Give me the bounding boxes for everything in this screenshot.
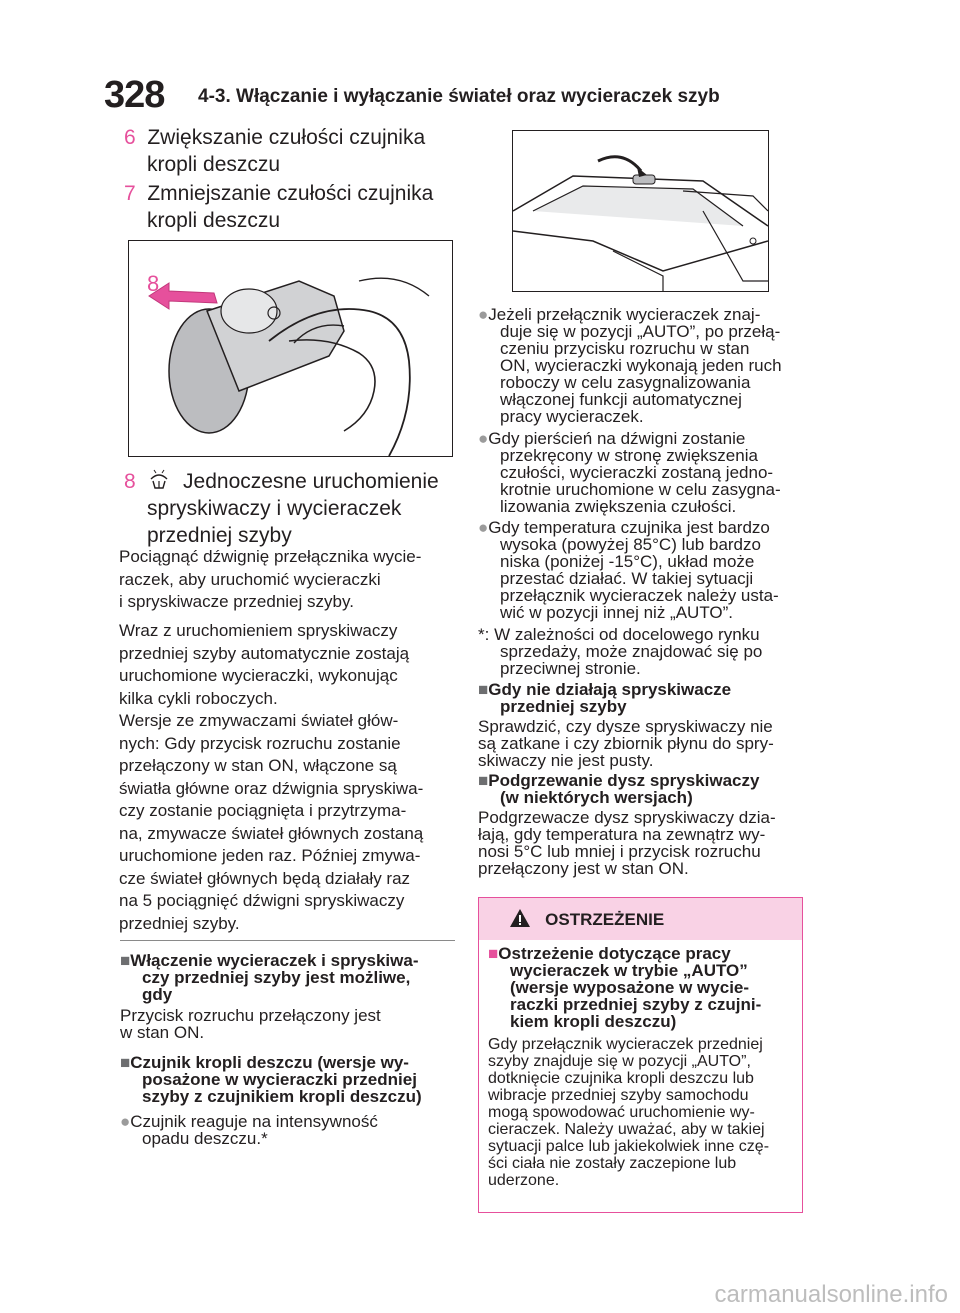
- section-bullet: ■: [478, 680, 489, 699]
- section-nozzle-heating: [478, 772, 808, 877]
- paragraph-2-line: uruchomione jeden raz. Później zmywa-: [119, 846, 421, 865]
- bullet-dot: ●: [120, 1112, 131, 1131]
- warning-triangle-icon: [509, 908, 531, 928]
- car-drawing: [513, 131, 768, 291]
- warning-content: [488, 945, 793, 1189]
- section-body-line: są zatkane i czy zbiornik płynu do spry-: [478, 734, 774, 753]
- paragraph-2-line: światła główne oraz dźwignia spryskiwa-: [119, 778, 424, 798]
- item-6-line-2: kropli deszczu: [147, 153, 281, 176]
- section-title-line: Czujnik kropli deszczu (wersje wy-: [130, 1053, 409, 1072]
- warning-body-line: Gdy przełącznik wycieraczek przedniej: [488, 1036, 763, 1053]
- paragraph-2-line: przedniej szyby.: [119, 913, 240, 933]
- bullet-dot: ●: [478, 518, 489, 537]
- section-bullet: ■: [478, 771, 489, 790]
- paragraph-2-line: przełączony w stan ON, włączone są: [119, 756, 397, 775]
- bullet-line: Czujnik reaguje na intensywność: [130, 1112, 378, 1131]
- bullet-line: przekręcony w stronę zwiększenia: [500, 446, 758, 465]
- bullet-line: ON, wycieraczki wykonają jeden ruch: [500, 356, 782, 375]
- paragraph-1-line: i spryskiwacze przedniej szyby.: [119, 592, 354, 611]
- section-bullet: ■: [120, 951, 131, 970]
- bullet-line: wysoka (powyżej 85°C) lub bardzo: [500, 535, 761, 554]
- section-title-line: (w niektórych wersjach): [500, 788, 693, 807]
- paragraph-2-line: na, zmywacze świateł głównych zostaną: [119, 823, 424, 843]
- section-body-line: łają, gdy temperatura na zewnątrz wy-: [478, 825, 766, 844]
- item-7-line-2: kropli deszczu: [147, 209, 281, 232]
- right-bullet-3: [478, 519, 808, 621]
- warning-heading: OSTRZEŻENIE: [545, 910, 665, 929]
- footnote: [478, 626, 808, 677]
- page-title: 4-3. Włączanie i wyłączanie świateł oraz wycieraczek szyb: [198, 86, 720, 107]
- warning-body-line: szyby znajduje się w pozycji „AUTO”,: [488, 1053, 751, 1070]
- bullet-dot: ●: [478, 305, 489, 324]
- warning-body-line: mogą spowodować uruchomienie wy-: [488, 1104, 755, 1121]
- paragraph-2-line: Wersje ze zmywaczami świateł głów-: [119, 711, 399, 730]
- warning-body-line: cieraczek. Należy uważać, aby w takiej: [488, 1121, 765, 1138]
- section-divider: [120, 940, 455, 941]
- item-8: [124, 468, 454, 549]
- item-6: [124, 124, 454, 178]
- bullet-line: włączonej funkcji automatycznej: [500, 390, 742, 409]
- warning-title-line: (wersje wyposażone w wycie-: [510, 978, 750, 997]
- right-bullet-1: [478, 306, 808, 425]
- footnote-line: W zależności od docelowego rynku: [494, 625, 760, 644]
- item-6-line-1: Zwiększanie czułości czujnika: [147, 126, 426, 149]
- section-title-line: posażone w wycieraczki przedniej: [142, 1070, 417, 1089]
- warning-body-line: dotknięcie czujnika kropli deszczu lub: [488, 1070, 754, 1087]
- item-8-line-1: Jednoczesne uruchomienie: [183, 470, 439, 493]
- paragraph-2-line: kilka cykli roboczych.: [119, 688, 278, 708]
- warning-title-line: kiem kropli deszczu): [510, 1012, 677, 1031]
- warning-title-line: Ostrzeżenie dotyczące pracy: [498, 944, 731, 963]
- section-body-line: nosi 5°C lub mniej i przycisk rozruchu: [478, 842, 761, 861]
- footnote-mark: *:: [478, 625, 490, 644]
- bullet-line: czułości, wycieraczki zostaną jedno-: [500, 463, 774, 482]
- warning-body-line: ści ciała nie zostały zaczepione lub: [488, 1155, 737, 1172]
- paragraph-2-line: przedniej szyby automatycznie zostają: [119, 643, 410, 663]
- section-body-line: w stan ON.: [120, 1023, 205, 1042]
- section-title-line: gdy: [142, 985, 173, 1004]
- item-6-number: 6: [124, 126, 136, 149]
- section-body-line: przełączony jest w stan ON.: [478, 859, 689, 878]
- paragraph-2-line: uruchomione wycieraczki, wykonując: [119, 666, 398, 685]
- right-bullet-2: [478, 430, 808, 515]
- section-operation-conditions: [120, 952, 460, 1041]
- bullet-line: roboczy w celu zasygnalizowania: [500, 373, 751, 392]
- section-title-line: Gdy nie działają spryskiwacze: [488, 680, 732, 699]
- paragraph-2-line: na 5 pociągnięć dźwigni spryskiwaczy: [119, 891, 405, 910]
- paragraph-2-line: czy zostanie pociągnięta i przytrzyma-: [119, 801, 407, 820]
- item-7-number: 7: [124, 182, 136, 205]
- bullet-line: krotnie uruchomione w celu zasygna-: [500, 480, 781, 499]
- section-washer-failure: [478, 681, 808, 769]
- paragraph-2-line: nych: Gdy przycisk rozruchu zostanie: [119, 733, 401, 753]
- footnote-line: przeciwnej stronie.: [500, 659, 641, 678]
- warning-body-line: uderzone.: [488, 1172, 560, 1189]
- windshield-sensor-illustration: [512, 130, 769, 292]
- section-body-line: skiwaczy nie jest pusty.: [478, 751, 654, 770]
- bullet-line: duje się w pozycji „AUTO”, po przełą-: [500, 322, 781, 341]
- paragraph-2: [119, 620, 459, 935]
- paragraph-2-line: cze świateł głównych będą działały raz: [119, 868, 411, 888]
- section-body-line: Przycisk rozruchu przełączony jest: [120, 1006, 381, 1025]
- section-title-line: Włączenie wycieraczek i spryskiwa-: [130, 951, 419, 970]
- warning-title-line: raczki przedniej szyby z czujni-: [510, 995, 762, 1014]
- item-8-number: 8: [124, 470, 136, 493]
- section-title-line: przedniej szyby: [500, 697, 627, 716]
- section-body-line: Podgrzewacze dysz spryskiwaczy dzia-: [478, 808, 776, 827]
- wiper-lever-drawing: [129, 241, 452, 456]
- item-7-line-1: Zmniejszanie czułości czujnika: [147, 182, 434, 205]
- bullet-line: Gdy pierścień na dźwigni zostanie: [488, 429, 746, 448]
- section-title-line: szyby z czujnikiem kropli deszczu): [142, 1087, 422, 1106]
- bullet-line: przestać działać. W takiej sytuacji: [500, 569, 754, 588]
- bullet-line: wić w pozycji innej niż „AUTO”.: [500, 603, 734, 622]
- bullet-line: niska (poniżej -15°C), układ może: [500, 552, 755, 571]
- washer-wiper-icon: [147, 469, 171, 491]
- warning-header: [479, 898, 802, 940]
- wiper-lever-illustration: [128, 240, 453, 457]
- bullet-line: przełącznik wycieraczek należy usta-: [500, 586, 779, 605]
- bullet-line: Jeżeli przełącznik wycieraczek znaj-: [488, 305, 761, 324]
- section-body-line: Sprawdzić, czy dysze spryskiwaczy nie: [478, 717, 773, 736]
- bullet-line: lizowania zwiększenia czułości.: [500, 497, 737, 516]
- figure-label-8: 8: [147, 271, 160, 296]
- item-8-line-2: spryskiwaczy i wycieraczek: [147, 497, 402, 520]
- paragraph-1-line: raczek, aby uruchomić wycieraczki: [119, 569, 381, 589]
- page-number: 328: [104, 74, 165, 116]
- section-title-line: Podgrzewanie dysz spryskiwaczy: [488, 771, 760, 790]
- warning-body-line: wibracje przedniej szyby samochodu: [488, 1087, 749, 1104]
- rain-sensor-bullet: [120, 1113, 460, 1147]
- section-rain-sensor: [120, 1054, 460, 1147]
- section-bullet: ■: [120, 1053, 131, 1072]
- bullet-line: pracy wycieraczek.: [500, 407, 644, 426]
- warning-body-line: sytuacji palce lub jakiekolwiek inne czę-: [488, 1138, 770, 1155]
- section-title-line: czy przedniej szyby jest możliwe,: [142, 968, 411, 987]
- bullet-line: czeniu przycisku rozruchu w stan: [500, 339, 750, 358]
- footnote-line: sprzedaży, może znajdować się po: [500, 642, 763, 661]
- paragraph-1: [119, 546, 459, 614]
- item-7: [124, 180, 454, 234]
- warning-bullet: ■: [488, 944, 499, 963]
- warning-title-line: wycieraczek w trybie „AUTO”: [510, 961, 748, 980]
- paragraph-2-line: Wraz z uruchomieniem spryskiwaczy: [119, 621, 398, 640]
- item-8-line-3: przedniej szyby: [147, 524, 292, 547]
- paragraph-1-line: Pociągnąć dźwignię przełącznika wycie-: [119, 547, 422, 566]
- bullet-line: opadu deszczu.*: [142, 1129, 268, 1148]
- bullet-dot: ●: [478, 429, 489, 448]
- bullet-line: Gdy temperatura czujnika jest bardzo: [488, 518, 770, 537]
- watermark: carmanualsonline.info: [714, 1281, 948, 1308]
